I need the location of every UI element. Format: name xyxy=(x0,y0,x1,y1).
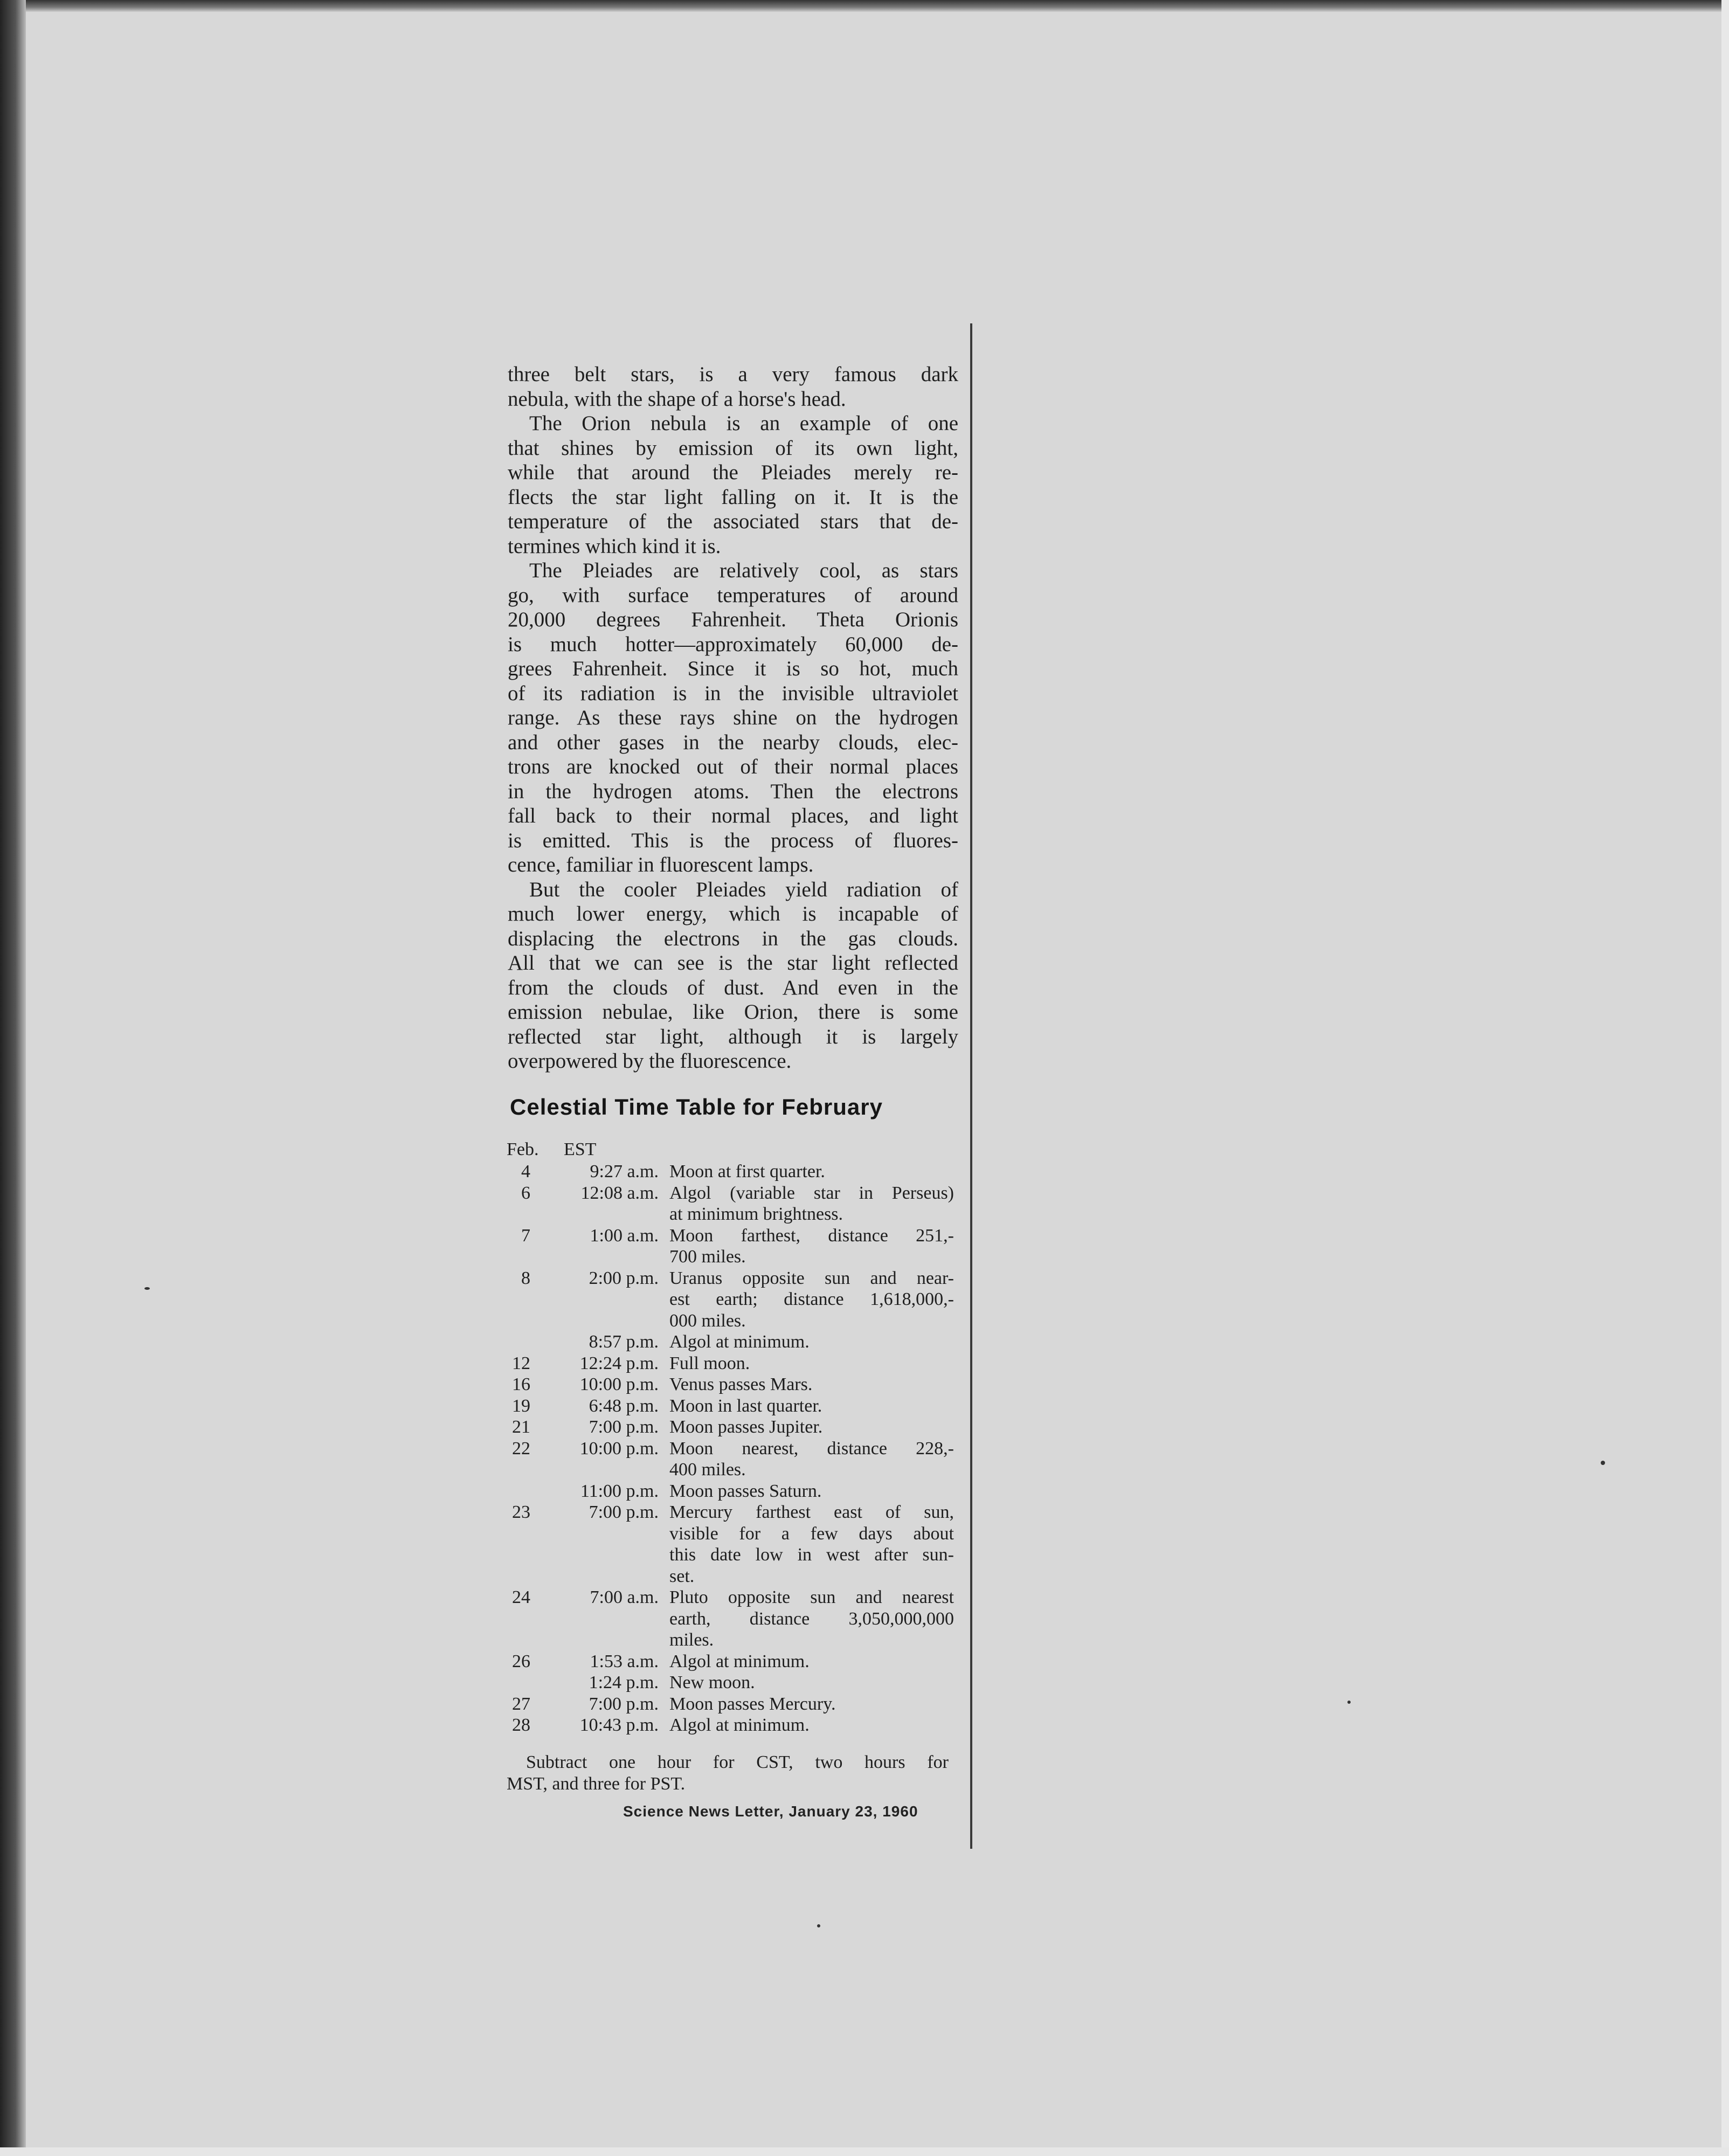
row-time: 1:00 a.m. xyxy=(590,1225,659,1246)
paragraph-line: and other gases in the nearby clouds, elec- xyxy=(508,730,958,754)
event-line: Moon passes Jupiter. xyxy=(669,1417,823,1437)
row-event xyxy=(669,1587,954,1651)
paragraph-line: But the cooler Pleiades yield radiation of xyxy=(529,877,958,901)
paragraph-line: three belt stars, is a very famous dark xyxy=(508,363,958,386)
event-line: miles. xyxy=(669,1630,714,1650)
paragraph-line: The Orion nebula is an example of one xyxy=(529,412,958,435)
event-line: 000 miles. xyxy=(669,1310,746,1331)
row-day: 26 xyxy=(512,1651,530,1671)
paragraph-line: is much hotter—approximately 60,000 de- xyxy=(508,632,958,656)
row-time: 7:00 p.m. xyxy=(589,1694,659,1714)
paragraph-line: while that around the Pleiades merely re- xyxy=(508,461,958,484)
timetable-row xyxy=(507,1353,959,1374)
paragraph-line: termines which kind it is. xyxy=(508,534,721,558)
row-event xyxy=(669,1331,954,1353)
event-line: Full moon. xyxy=(669,1353,750,1373)
paragraph-line: go, with surface temperatures of around xyxy=(508,583,958,607)
row-day: 6 xyxy=(521,1183,530,1203)
row-day: 12 xyxy=(512,1353,530,1373)
row-day: 4 xyxy=(521,1162,530,1181)
timetable-row xyxy=(507,1438,959,1481)
paragraph-line: flects the star light falling on it. It is the xyxy=(508,485,958,509)
event-line: Moon at first quarter. xyxy=(669,1162,825,1181)
paragraph-line: nebula, with the shape of a horse's head. xyxy=(508,387,846,411)
event-line: Pluto opposite sun and nearest xyxy=(669,1587,954,1607)
film-edge-top xyxy=(0,0,1729,12)
dust-speck xyxy=(1347,1701,1351,1704)
event-line: Moon nearest, distance 228,- xyxy=(669,1438,954,1459)
event-line: Moon farthest, distance 251,- xyxy=(669,1225,954,1246)
row-event xyxy=(669,1502,954,1587)
row-time: 2:00 p.m. xyxy=(589,1268,659,1288)
timetable-row xyxy=(507,1268,959,1332)
paragraph-line: 20,000 degrees Fahrenheit. Theta Orionis xyxy=(508,608,958,631)
row-day: 23 xyxy=(512,1502,530,1522)
timetable-rows xyxy=(507,1161,959,1736)
event-line: 400 miles. xyxy=(669,1460,746,1480)
row-event xyxy=(669,1438,954,1481)
event-line: Moon passes Saturn. xyxy=(669,1481,822,1501)
paragraph-line: grees Fahrenheit. Since it is so hot, much xyxy=(508,657,958,680)
paragraph-line: much lower energy, which is incapable of xyxy=(508,902,958,925)
paragraph-line: range. As these rays shine on the hydrogen xyxy=(508,706,958,729)
timetable-row xyxy=(507,1395,959,1417)
paragraph-line: from the clouds of dust. And even in the xyxy=(508,976,958,999)
event-line: earth, distance 3,050,000,000 xyxy=(669,1608,954,1629)
film-edge-left xyxy=(0,0,26,2156)
paragraph-line: overpowered by the fluorescence. xyxy=(508,1049,792,1073)
paragraph-line: emission nebulae, like Orion, there is some xyxy=(508,1000,958,1024)
event-line: Mercury farthest east of sun, xyxy=(669,1502,954,1522)
timezone-note xyxy=(507,1752,949,1794)
row-day: 8 xyxy=(521,1268,530,1288)
timetable-row xyxy=(507,1481,959,1502)
row-time: 9:27 a.m. xyxy=(590,1162,659,1181)
timetable-row xyxy=(507,1374,959,1395)
film-edge-right xyxy=(1721,0,1729,2156)
row-time: 1:24 p.m. xyxy=(589,1673,659,1692)
article-text xyxy=(508,362,958,1074)
event-line: at minimum brightness. xyxy=(669,1204,843,1224)
row-day: 16 xyxy=(512,1374,530,1394)
timetable-row xyxy=(507,1651,959,1673)
event-line: est earth; distance 1,618,000,- xyxy=(669,1289,954,1309)
row-time: 6:48 p.m. xyxy=(589,1395,659,1416)
row-event xyxy=(669,1268,954,1332)
paragraph-line: cence, familiar in fluorescent lamps. xyxy=(508,853,814,876)
row-event xyxy=(669,1225,954,1268)
row-event xyxy=(669,1353,954,1374)
event-line: Algol (variable star in Perseus) xyxy=(669,1183,954,1203)
row-time: 7:00 p.m. xyxy=(589,1502,659,1522)
row-event xyxy=(669,1395,954,1417)
paragraph-line: displacing the electrons in the gas clouds. xyxy=(508,927,958,950)
event-line: visible for a few days about xyxy=(669,1523,954,1544)
paragraph-line: temperature of the associated stars that de- xyxy=(508,510,958,533)
row-event xyxy=(669,1672,954,1694)
row-day: 24 xyxy=(512,1587,530,1607)
timetable-row xyxy=(507,1331,959,1353)
timetable-row xyxy=(507,1161,959,1183)
paragraph-line: trons are knocked out of their normal places xyxy=(508,755,958,778)
timetable-row xyxy=(507,1587,959,1651)
row-event xyxy=(669,1481,954,1502)
row-event xyxy=(669,1374,954,1395)
row-time: 12:24 p.m. xyxy=(579,1353,659,1373)
column-header-date: Feb. xyxy=(507,1139,539,1159)
timetable-row xyxy=(507,1672,959,1694)
row-event xyxy=(669,1715,954,1736)
dust-speck xyxy=(1601,1461,1605,1465)
event-line: Algol at minimum. xyxy=(669,1332,810,1352)
row-time: 10:00 p.m. xyxy=(579,1438,659,1459)
event-line: 700 miles. xyxy=(669,1247,746,1267)
timetable xyxy=(507,1138,959,1736)
paragraph-line: of its radiation is in the invisible ultraviolet xyxy=(508,681,958,705)
dust-speck xyxy=(817,1924,820,1927)
note-line: MST, and three for PST. xyxy=(507,1773,686,1794)
row-time: 1:53 a.m. xyxy=(590,1651,659,1671)
event-line: Moon passes Mercury. xyxy=(669,1694,836,1714)
timetable-row xyxy=(507,1715,959,1736)
event-line: New moon. xyxy=(669,1673,755,1692)
paragraph-line: in the hydrogen atoms. Then the electrons xyxy=(508,779,958,803)
source-credit: Science News Letter, January 23, 1960 xyxy=(623,1803,918,1820)
timetable-title: Celestial Time Table for February xyxy=(510,1094,883,1120)
event-line: set. xyxy=(669,1566,695,1586)
paragraph-line: The Pleiades are relatively cool, as stars xyxy=(529,559,958,582)
row-time: 12:08 a.m. xyxy=(580,1183,659,1203)
row-day: 22 xyxy=(512,1438,530,1459)
column-header-time: EST xyxy=(564,1139,597,1159)
row-event xyxy=(669,1651,954,1673)
row-event xyxy=(669,1694,954,1715)
film-edge-bottom xyxy=(0,2147,1729,2156)
event-line: Algol at minimum. xyxy=(669,1715,810,1735)
paragraph-line: All that we can see is the star light reflected xyxy=(508,951,958,975)
event-line: Algol at minimum. xyxy=(669,1651,810,1671)
timetable-row xyxy=(507,1502,959,1587)
timetable-row xyxy=(507,1183,959,1225)
row-day: 27 xyxy=(512,1694,530,1714)
event-line: Moon in last quarter. xyxy=(669,1395,822,1416)
event-line: this date low in west after sun- xyxy=(669,1545,954,1565)
row-day: 7 xyxy=(521,1225,530,1246)
note-line: Subtract one hour for CST, two hours for xyxy=(526,1752,949,1772)
row-time: 10:43 p.m. xyxy=(579,1715,659,1735)
timetable-row xyxy=(507,1416,959,1438)
row-event xyxy=(669,1416,954,1438)
paragraph-line: is emitted. This is the process of fluores- xyxy=(508,828,958,852)
row-time: 10:00 p.m. xyxy=(579,1374,659,1394)
timetable-row xyxy=(507,1694,959,1715)
row-day: 21 xyxy=(512,1417,530,1437)
row-day: 28 xyxy=(512,1715,530,1735)
paragraph-line: that shines by emission of its own light, xyxy=(508,436,958,460)
column-rule xyxy=(970,323,972,1849)
event-line: Venus passes Mars. xyxy=(669,1374,813,1394)
row-time: 7:00 a.m. xyxy=(590,1587,659,1607)
row-day: 19 xyxy=(512,1395,530,1416)
dust-speck xyxy=(144,1287,150,1290)
row-time: 11:00 p.m. xyxy=(580,1481,659,1501)
timetable-row xyxy=(507,1225,959,1268)
paragraph-line: fall back to their normal places, and light xyxy=(508,804,958,827)
row-time: 8:57 p.m. xyxy=(589,1332,659,1352)
paragraph-line: reflected star light, although it is largely xyxy=(508,1025,958,1048)
timetable-header xyxy=(507,1138,959,1161)
row-time: 7:00 p.m. xyxy=(589,1417,659,1437)
row-event xyxy=(669,1183,954,1225)
row-event xyxy=(669,1161,954,1183)
event-line: Uranus opposite sun and near- xyxy=(669,1268,954,1288)
